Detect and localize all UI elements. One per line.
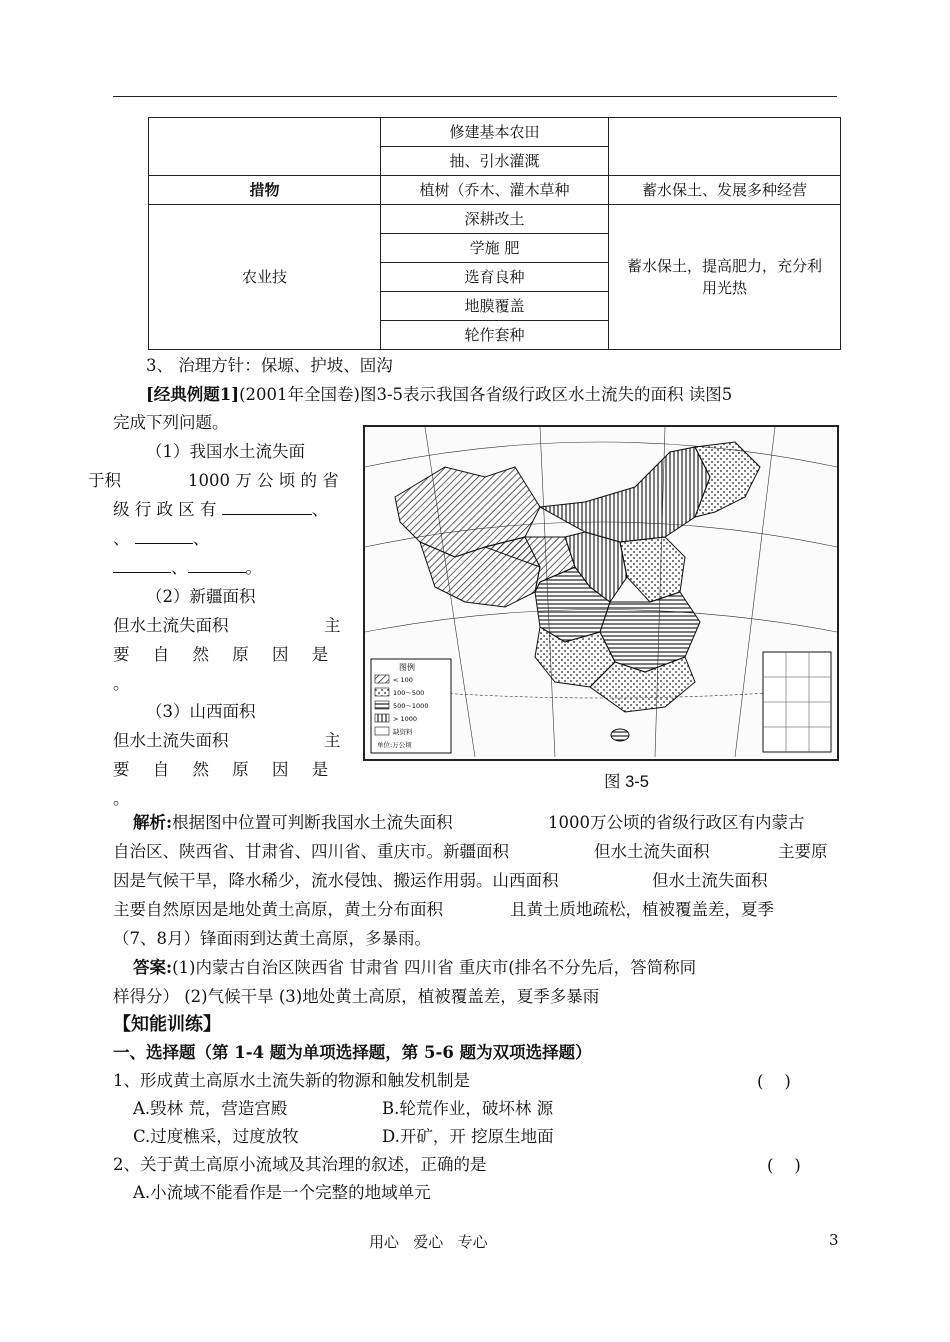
china-soil-erosion-map — [363, 425, 839, 761]
analysis-line-1 — [133, 808, 453, 838]
answer-blank[interactable] — [188, 554, 246, 573]
option-1a[interactable]: A.毁林 荒，营造宫殿 — [133, 1099, 288, 1118]
table-cell: 地膜覆盖 — [381, 292, 609, 321]
option-2a[interactable]: A.小流域不能看作是一个完整的地域单元 — [133, 1183, 431, 1202]
q3-line-1: （3）山西面积 — [146, 702, 256, 721]
legend-swatch — [375, 701, 389, 709]
q3-line-3: 要 自 然 原 因 是 — [113, 760, 338, 779]
table-cell: 深耕改土 — [381, 205, 609, 234]
section-heading: 一、选择题（第 1-4 题为单项选择题，第 5-6 题为双项选择题） — [113, 1043, 592, 1062]
analysis-line-3b: 但水土流失面积 — [652, 871, 768, 890]
answer-blank[interactable] — [113, 554, 171, 573]
page-number: 3 — [829, 1231, 839, 1249]
question-2: 2、关于黄土高原小流域及其治理的叙述，正确的是 — [113, 1155, 487, 1174]
q1-line-5-sep: 、 — [171, 558, 188, 577]
q2-line-4: 。 — [113, 674, 130, 693]
table-row — [149, 118, 841, 147]
table-cell: 措物 — [149, 176, 381, 205]
answer-blank[interactable] — [222, 496, 312, 515]
map-graphic — [365, 427, 837, 759]
legend-item: 500～1000 — [393, 702, 429, 710]
legend-swatch — [375, 688, 389, 696]
question-1: 1、形成黄土高原水土流失新的物源和触发机制是 — [113, 1071, 470, 1090]
training-heading: 【知能训练】 — [113, 1014, 221, 1035]
option-1d[interactable]: D.开矿，开 挖原生地面 — [382, 1127, 554, 1146]
q1-line-5 — [113, 553, 262, 583]
legend-title: 图例 — [399, 663, 415, 672]
table-cell: 修建基本农田 — [381, 118, 609, 147]
footer-motto: 用心 爱心 专心 — [369, 1233, 488, 1251]
legend-item: 缺资料 — [393, 728, 413, 736]
example-line-2: 完成下列问题。 — [113, 413, 229, 432]
analysis-line-4a: 主要自然原因是地处黄土高原，黄土分布面积 — [113, 900, 443, 919]
table-cell — [609, 205, 841, 350]
table-cell-line: 用光热 — [701, 279, 747, 297]
legend-swatch — [375, 727, 389, 735]
table-cell: 植树（乔木、灌木草种 — [381, 176, 609, 205]
q1-line-4a: 、 — [113, 529, 130, 548]
q1-line-1: （1）我国水土流失面 — [146, 442, 305, 461]
table-cell-line: 蓄水保土，提高肥力，充分利 — [626, 257, 822, 275]
table-row — [149, 176, 841, 205]
table-row — [149, 205, 841, 234]
example-label: [经典例题1] — [146, 385, 240, 404]
analysis-line-1b: 1000万公顷的省级行政区有内蒙古 — [548, 813, 805, 832]
table-cell: 抽、引水灌溉 — [381, 147, 609, 176]
map-caption: 图 3-5 — [604, 773, 649, 791]
answer-line-1 — [133, 953, 696, 983]
legend-unit: 单位:万公顷 — [377, 741, 412, 749]
table-cell — [149, 118, 381, 176]
answer-blank[interactable] — [135, 525, 193, 544]
q1-line-2b: 1000 万 公 顷 的 省 — [188, 471, 339, 490]
example-line — [146, 380, 732, 410]
table-cell: 学施 肥 — [381, 234, 609, 263]
analysis-line-2c: 主要原 — [778, 842, 828, 861]
table-cell — [609, 118, 841, 176]
q2-line-1: （2）新疆面积 — [146, 587, 256, 606]
answer-line-2: 样得分） (2)气候干旱 (3)地处黄土高原，植被覆盖差，夏季多暴雨 — [113, 987, 600, 1006]
q1-line-5-end: 。 — [245, 558, 262, 577]
q1-line-3-end: 、 — [311, 500, 329, 519]
example-text: (2001年全国卷)图3-5表示我国各省级行政区水土流失的面积 读图5 — [239, 385, 733, 404]
legend-swatch — [375, 714, 389, 722]
q3-line-2a: 但水土流失面积 — [113, 731, 229, 750]
answer-text: (1)内蒙古自治区陕西省 甘肃省 四川省 重庆市(排名不分先后，答简称同 — [172, 958, 697, 977]
q2-line-2a: 但水土流失面积 — [113, 616, 229, 635]
option-1c[interactable]: C.过度樵采，过度放牧 — [133, 1127, 299, 1146]
q1-line-2a: 于积 — [88, 471, 121, 490]
q1-line-3-text: 级 行 政 区 有 — [113, 500, 217, 519]
table-cell: 农业技 — [149, 205, 381, 350]
analysis-line-2a: 自治区、陕西省、甘肃省、四川省、重庆市。新疆面积 — [113, 842, 509, 861]
analysis-line-2b: 但水土流失面积 — [594, 842, 710, 861]
analysis-line-3a: 因是气候干旱，降水稀少，流水侵蚀、搬运作用弱。山西面积 — [113, 871, 559, 890]
table-cell: 蓄水保土、发展多种经营 — [609, 176, 841, 205]
policy-line: 3、 治理方针：保塬、护坡、固沟 — [146, 356, 393, 375]
legend-swatch — [375, 675, 389, 683]
q2-line-3: 要 自 然 原 因 是 — [113, 645, 338, 664]
table-cell: 选育良种 — [381, 263, 609, 292]
q3-line-4: 。 — [113, 789, 130, 808]
q1-line-4b: 、 — [192, 529, 210, 548]
answer-bracket[interactable]: ( ) — [757, 1072, 791, 1091]
legend-item: > 1000 — [393, 715, 418, 723]
legend-item: 100～500 — [393, 689, 425, 697]
analysis-text: 根据图中位置可判断我国水土流失面积 — [172, 813, 453, 832]
answer-bracket[interactable]: ( ) — [767, 1156, 801, 1175]
table-cell: 轮作套种 — [381, 321, 609, 350]
q3-line-2b: 主 — [324, 731, 341, 750]
analysis-line-4b: 且黄土质地疏松，植被覆盖差，夏季 — [510, 900, 774, 919]
analysis-line-5: （7、8月）锋面雨到达黄土高原，多暴雨。 — [113, 929, 431, 948]
measures-table — [148, 117, 841, 350]
q2-line-2b: 主 — [324, 616, 341, 635]
answer-label: 答案: — [133, 958, 173, 977]
header-rule — [113, 96, 837, 97]
legend-item: < 100 — [393, 676, 413, 684]
q1-line-3 — [113, 495, 328, 525]
option-1b[interactable]: B.轮荒作业，破坏林 源 — [382, 1099, 554, 1118]
q1-line-4 — [113, 524, 209, 554]
analysis-label: 解析: — [133, 813, 173, 832]
